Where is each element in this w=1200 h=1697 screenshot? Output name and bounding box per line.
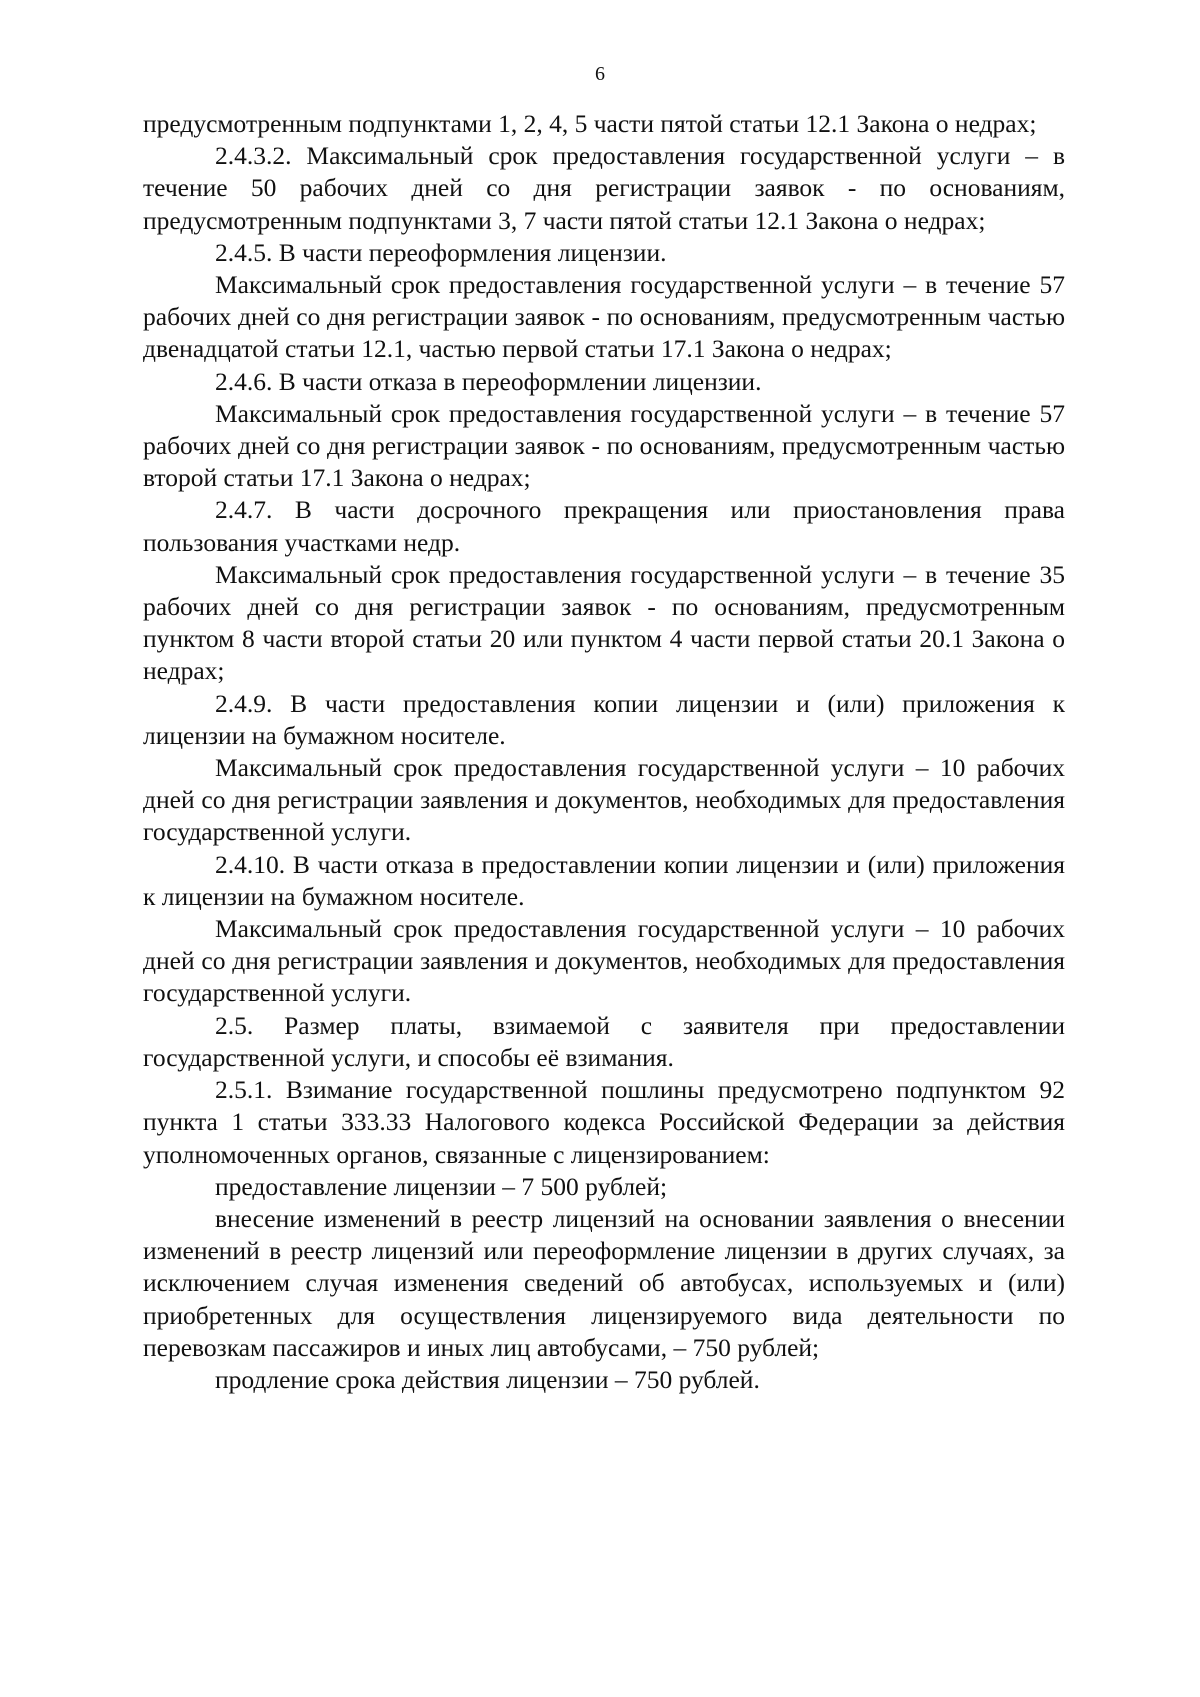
paragraph-2-4-7-term: Максимальный срок предоставления государственной услуги – в течение 35 рабочих дней со дня регистрации заявок - по основаниям, предусмотренным пунктом 8 части второй статьи 20 или пунктом 4 части первой статьи 20.1 Закона о недрах;	[143, 559, 1065, 686]
heading-2-4-9: 2.4.9. В части предоставления копии лицензии и (или) приложения к лицензии на бумажном носителе.	[143, 688, 1065, 750]
paragraph-continuation: предусмотренным подпунктами 1, 2, 4, 5 части пятой статьи 12.1 Закона о недрах;	[143, 109, 1037, 138]
heading-2-4-7: 2.4.7. В части досрочного прекращения или приостановления права пользования участками недр.	[143, 495, 1065, 557]
heading-2-4-10: 2.4.10. В части отказа в предоставлении копии лицензии и (или) приложения к лицензии на бумажном носителе.	[143, 849, 1065, 911]
heading-2-4-5: 2.4.5. В части переоформления лицензии.	[215, 237, 667, 267]
heading-2-4-6: 2.4.6. В части отказа в переоформлении лицензии.	[215, 366, 762, 396]
page-number: 6	[595, 63, 605, 85]
paragraph-2-4-6-term: Максимальный срок предоставления государственной услуги – в течение 57 рабочих дней со дня регистрации заявок - по основаниям, предусмотренным частью второй статьи 17.1 Закона о недрах;	[143, 398, 1065, 493]
paragraph-2-4-3-2: 2.4.3.2. Максимальный срок предоставления государственной услуги – в течение 50 рабочих дней со дня регистрации заявок - по основаниям, предусмотренным подпунктами 3, 7 части пятой статьи 12.1 Закона о недрах;	[143, 141, 1065, 235]
fee-item-registry-changes: внесение изменений в реестр лицензий на основании заявления о внесении изменений в реестр лицензий или переоформление лицензии в других случаях, за исключением случая изменения сведений об автобусах, используемых и (или) приобретенных для осуществления лицензируемого вида деятельности по перевозкам пассажиров и иных лиц автобусами, – 750 рублей;	[143, 1203, 1065, 1362]
heading-2-5: 2.5. Размер платы, взимаемой с заявителя при предоставлении государственной услуги, и способы её взимания.	[143, 1010, 1065, 1072]
fee-item-license-extension: продление срока действия лицензии – 750 рублей.	[215, 1364, 760, 1394]
paragraph-2-4-5-term: Максимальный срок предоставления государственной услуги – в течение 57 рабочих дней со дня регистрации заявок - по основаниям, предусмотренным частью двенадцатой статьи 12.1, частью первой статьи 17.1 Закона о недрах;	[143, 270, 1065, 364]
paragraph-2-5-1: 2.5.1. Взимание государственной пошлины предусмотрено подпунктом 92 пункта 1 статьи 333.33 Налогового кодекса Российской Федерации за действия уполномоченных органов, связанные с лицензированием:	[143, 1075, 1065, 1169]
fee-item-license-issue: предоставление лицензии – 7 500 рублей;	[215, 1171, 668, 1201]
paragraph-2-4-10-term: Максимальный срок предоставления государственной услуги – 10 рабочих дней со дня регистрации заявления и документов, необходимых для предоставления государственной услуги.	[143, 914, 1065, 1008]
paragraph-2-4-9-term: Максимальный срок предоставления государственной услуги – 10 рабочих дней со дня регистрации заявления и документов, необходимых для предоставления государственной услуги.	[143, 753, 1065, 847]
document-body	[143, 108, 1065, 1396]
